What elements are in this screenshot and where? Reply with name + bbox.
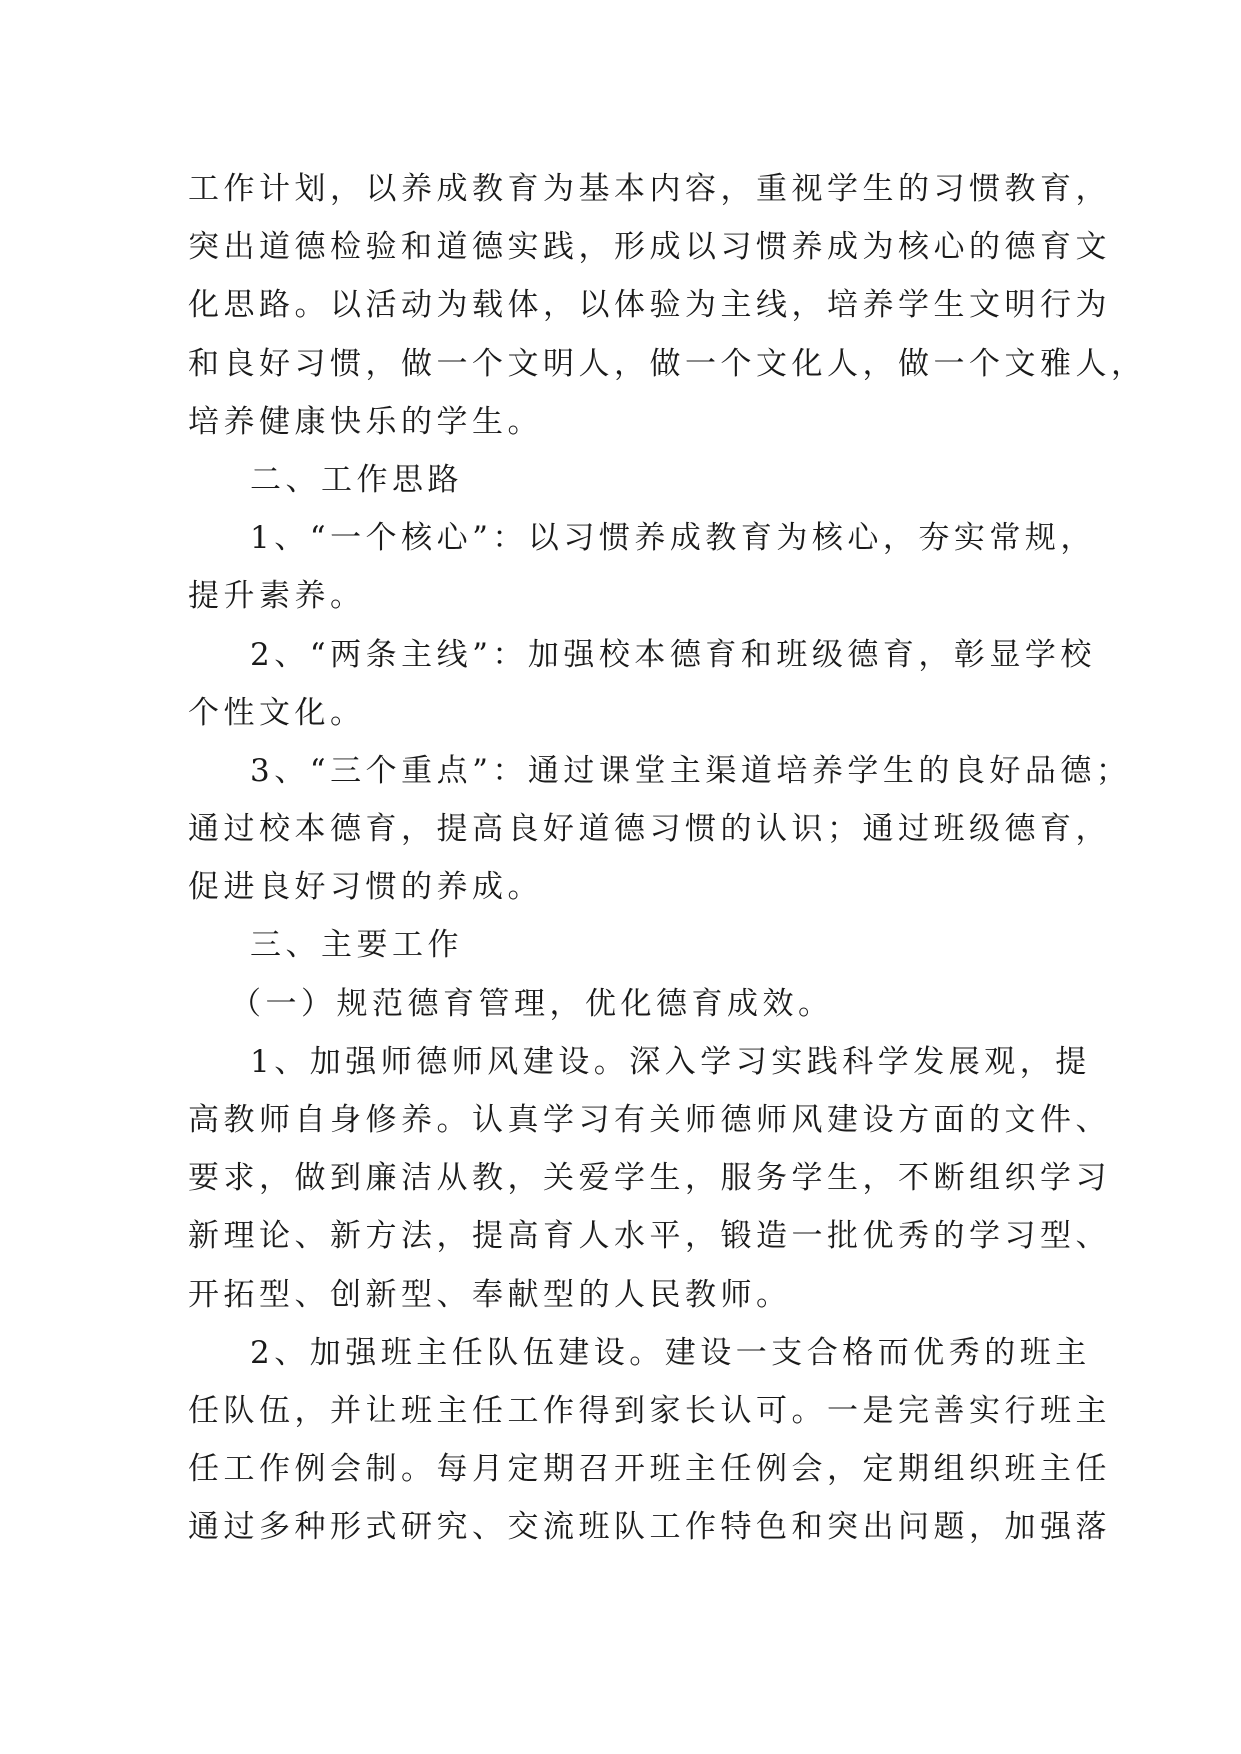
body-text-line: 化思路。以活动为载体，以体验为主线，培养学生文明行为: [188, 287, 1111, 324]
body-text-line: 1、“一个核心”：以习惯养成教育为核心，夯实常规，: [250, 520, 1096, 557]
body-text-line: 开拓型、创新型、奉献型的人民教师。: [188, 1276, 792, 1313]
body-text-line: 2、加强班主任队伍建设。建设一支合格而优秀的班主: [250, 1334, 1091, 1371]
body-text-line: 通过校本德育，提高良好道德习惯的认识；通过班级德育，: [188, 811, 1111, 848]
section-heading: 二、工作思路: [250, 461, 463, 498]
body-text-line: 和良好习惯，做一个文明人，做一个文化人，做一个文雅人，: [188, 345, 1147, 382]
body-text-line: 新理论、新方法，提高育人水平，锻造一批优秀的学习型、: [188, 1218, 1111, 1255]
body-text-line: 1、加强师德师风建设。深入学习实践科学发展观，提: [250, 1043, 1091, 1080]
body-text-line: 高教师自身修养。认真学习有关师德师风建设方面的文件、: [188, 1102, 1111, 1138]
body-text-line: 3、“三个重点”：通过课堂主渠道培养学生的良好品德；: [250, 752, 1132, 789]
body-text-line: 任队伍，并让班主任工作得到家长认可。一是完善实行班主: [188, 1392, 1111, 1429]
body-text-line: 工作计划，以养成教育为基本内容，重视学生的习惯教育，: [188, 171, 1111, 207]
body-text-line: 要求，做到廉洁从教，关爱学生，服务学生，不断组织学习: [188, 1160, 1111, 1197]
body-text-line: 突出道德检验和道德实践，形成以习惯养成为核心的德育文: [188, 229, 1111, 266]
body-text-line: 个性文化。: [188, 694, 366, 731]
body-text-line: 2、“两条主线”：加强校本德育和班级德育，彰显学校: [250, 636, 1096, 673]
body-text-line: 任工作例会制。每月定期召开班主任例会，定期组织班主任: [188, 1451, 1111, 1488]
section-heading: 三、主要工作: [250, 927, 463, 964]
body-text-line: 培养健康快乐的学生。: [188, 403, 543, 440]
body-text-line: 提升素养。: [188, 578, 366, 615]
body-text-line: 通过多种形式研究、交流班队工作特色和突出问题，加强落: [188, 1509, 1111, 1546]
subsection-heading: （一）规范德育管理，优化德育成效。: [230, 985, 834, 1022]
body-text-line: 促进良好习惯的养成。: [188, 869, 543, 906]
document-body: [188, 160, 1147, 1557]
